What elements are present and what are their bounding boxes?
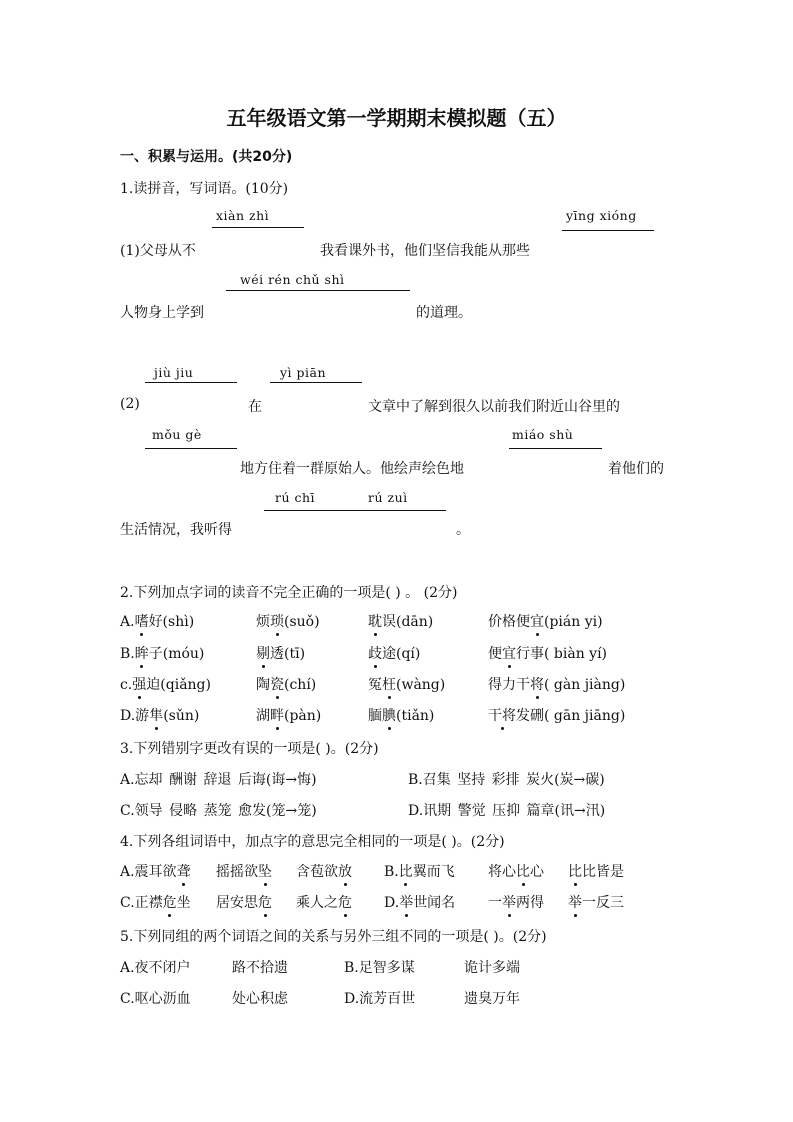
q1-p1-text-c: 人物身上学到 [120, 305, 204, 321]
question-1-stem: 1.读拼音，写词语。(10分) [120, 181, 289, 197]
pinyin-weirenchushi: wéi rén chǔ shì [240, 272, 345, 287]
pinyin-miaoshu: miáo shù [512, 427, 574, 442]
q2-option-item: D.游隼(sǔn) [120, 705, 199, 725]
q4-word: D.举世闻名 [384, 892, 455, 912]
q4-word: 比比皆是 [568, 861, 624, 881]
q4-word: B.比翼而飞 [384, 861, 455, 881]
q1-p1-text-b: 我看课外书，他们坚信我能从那些 [320, 243, 530, 259]
pinyin-underline [212, 227, 304, 228]
q5-option-d-2: 遗臭万年 [464, 991, 520, 1007]
q4-word: 摇摇欲坠 [216, 861, 272, 881]
section-heading: 一、积累与运用。(共20分) [120, 149, 293, 165]
q3-option-b: B.召集 坚持 彩排 炭火(炭→碳) [408, 772, 605, 788]
q2-option-item: 冤枉(wàng) [368, 674, 445, 694]
q1-p2-text-g: 。 [456, 522, 470, 538]
question-5-stem: 5.下列同组的两个词语之间的关系与另外三组不同的一项是( )。(2分) [120, 929, 547, 945]
question-2-stem: 2.下列加点字词的读音不完全正确的一项是( ) 。 (2分) [120, 585, 458, 601]
q1-p1-text-d: 的道理。 [416, 305, 472, 321]
q5-option-c: C.呕心沥血 [120, 991, 191, 1007]
q5-option-a: A.夜不闭户 [120, 960, 191, 976]
q1-p1-text-a: (1)父母从不 [120, 243, 196, 259]
q2-option-item: B.眸子(móu) [120, 643, 204, 663]
question-3-stem: 3.下列错别字更改有误的一项是( )。(2分) [120, 741, 379, 757]
pinyin-underline [562, 230, 654, 231]
pinyin-yipian: yì piān [280, 365, 327, 380]
q2-option-item: c.强迫(qiǎng) [120, 674, 211, 694]
q4-word: 举一反三 [568, 892, 624, 912]
q2-option-item: 价格便宜(pián yi) [488, 611, 603, 631]
q5-option-b-2: 诡计多端 [464, 960, 520, 976]
pinyin-underline [145, 382, 237, 383]
q2-option-item: 得力干将( gàn jiàng) [488, 674, 625, 694]
q2-option-item: 便宜行事( biàn yí) [488, 643, 607, 663]
q1-p2-text-b: 在 [248, 399, 262, 415]
q5-option-d: D.流芳百世 [344, 991, 416, 1007]
q3-option-c: C.领导 侵略 蒸笼 愈发(笼→笼) [120, 803, 317, 819]
q3-option-a: A.忘却 酬谢 辞退 后诲(诲→悔) [120, 772, 317, 788]
q2-option-item: 耽误(dān) [368, 611, 433, 631]
q4-word: 居安思危 [216, 892, 272, 912]
q2-option-item: 歧途(qí) [368, 643, 420, 663]
pinyin-underline [354, 510, 446, 511]
pinyin-underline [226, 290, 410, 291]
pinyin-underline [264, 510, 356, 511]
q2-option-item: 干将发硎( gān jiāng) [488, 705, 625, 725]
q5-option-b: B.足智多谋 [344, 960, 415, 976]
q2-option-item: A.嗜好(shì) [120, 611, 194, 631]
pinyin-underline [145, 448, 237, 449]
q4-word: 将心比心 [488, 861, 544, 881]
q4-word: C.正襟危坐 [120, 892, 191, 912]
pinyin-ruchi: rú chī [275, 490, 316, 505]
q3-option-d: D.讯期 警觉 压抑 篇章(讯→汛) [408, 803, 606, 819]
q1-p2-text-a: (2) [120, 396, 140, 412]
page-title: 五年级语文第一学期期末模拟题（五） [226, 106, 567, 130]
q4-word: 乘人之危 [296, 892, 352, 912]
pinyin-ruzui: rú zuì [368, 490, 408, 505]
pinyin-mouge: mǒu gè [152, 427, 202, 442]
q2-option-item: 剔透(tī) [256, 643, 305, 663]
q4-word: 含苞欲放 [296, 861, 352, 881]
pinyin-underline [509, 448, 602, 449]
q1-p2-text-d: 地方住着一群原始人。他绘声绘色地 [240, 461, 464, 477]
q5-option-a-2: 路不拾遗 [232, 960, 288, 976]
q1-p2-text-f: 生活情况，我听得 [120, 522, 232, 538]
pinyin-xianzhi: xiàn zhì [216, 208, 270, 223]
pinyin-underline [270, 382, 362, 383]
q4-word: 一举两得 [488, 892, 544, 912]
q1-p2-text-c: 文章中了解到很久以前我们附近山谷里的 [368, 399, 620, 415]
q2-option-item: 腼腆(tiǎn) [368, 705, 434, 725]
question-4-stem: 4.下列各组词语中，加点字的意思完全相同的一项是( )。(2分) [120, 834, 505, 850]
q4-word: A.震耳欲聋 [120, 861, 191, 881]
q2-option-item: 陶瓷(chí) [256, 674, 316, 694]
q2-option-item: 烦琐(suǒ) [256, 611, 320, 631]
pinyin-yingxiong: yīng xióng [566, 208, 637, 223]
q1-p2-text-e: 着他们的 [608, 461, 664, 477]
q2-option-item: 湖畔(pàn) [256, 705, 321, 725]
q5-option-c-2: 处心积虑 [232, 991, 288, 1007]
pinyin-jiujiu: jiù jiu [154, 365, 194, 380]
